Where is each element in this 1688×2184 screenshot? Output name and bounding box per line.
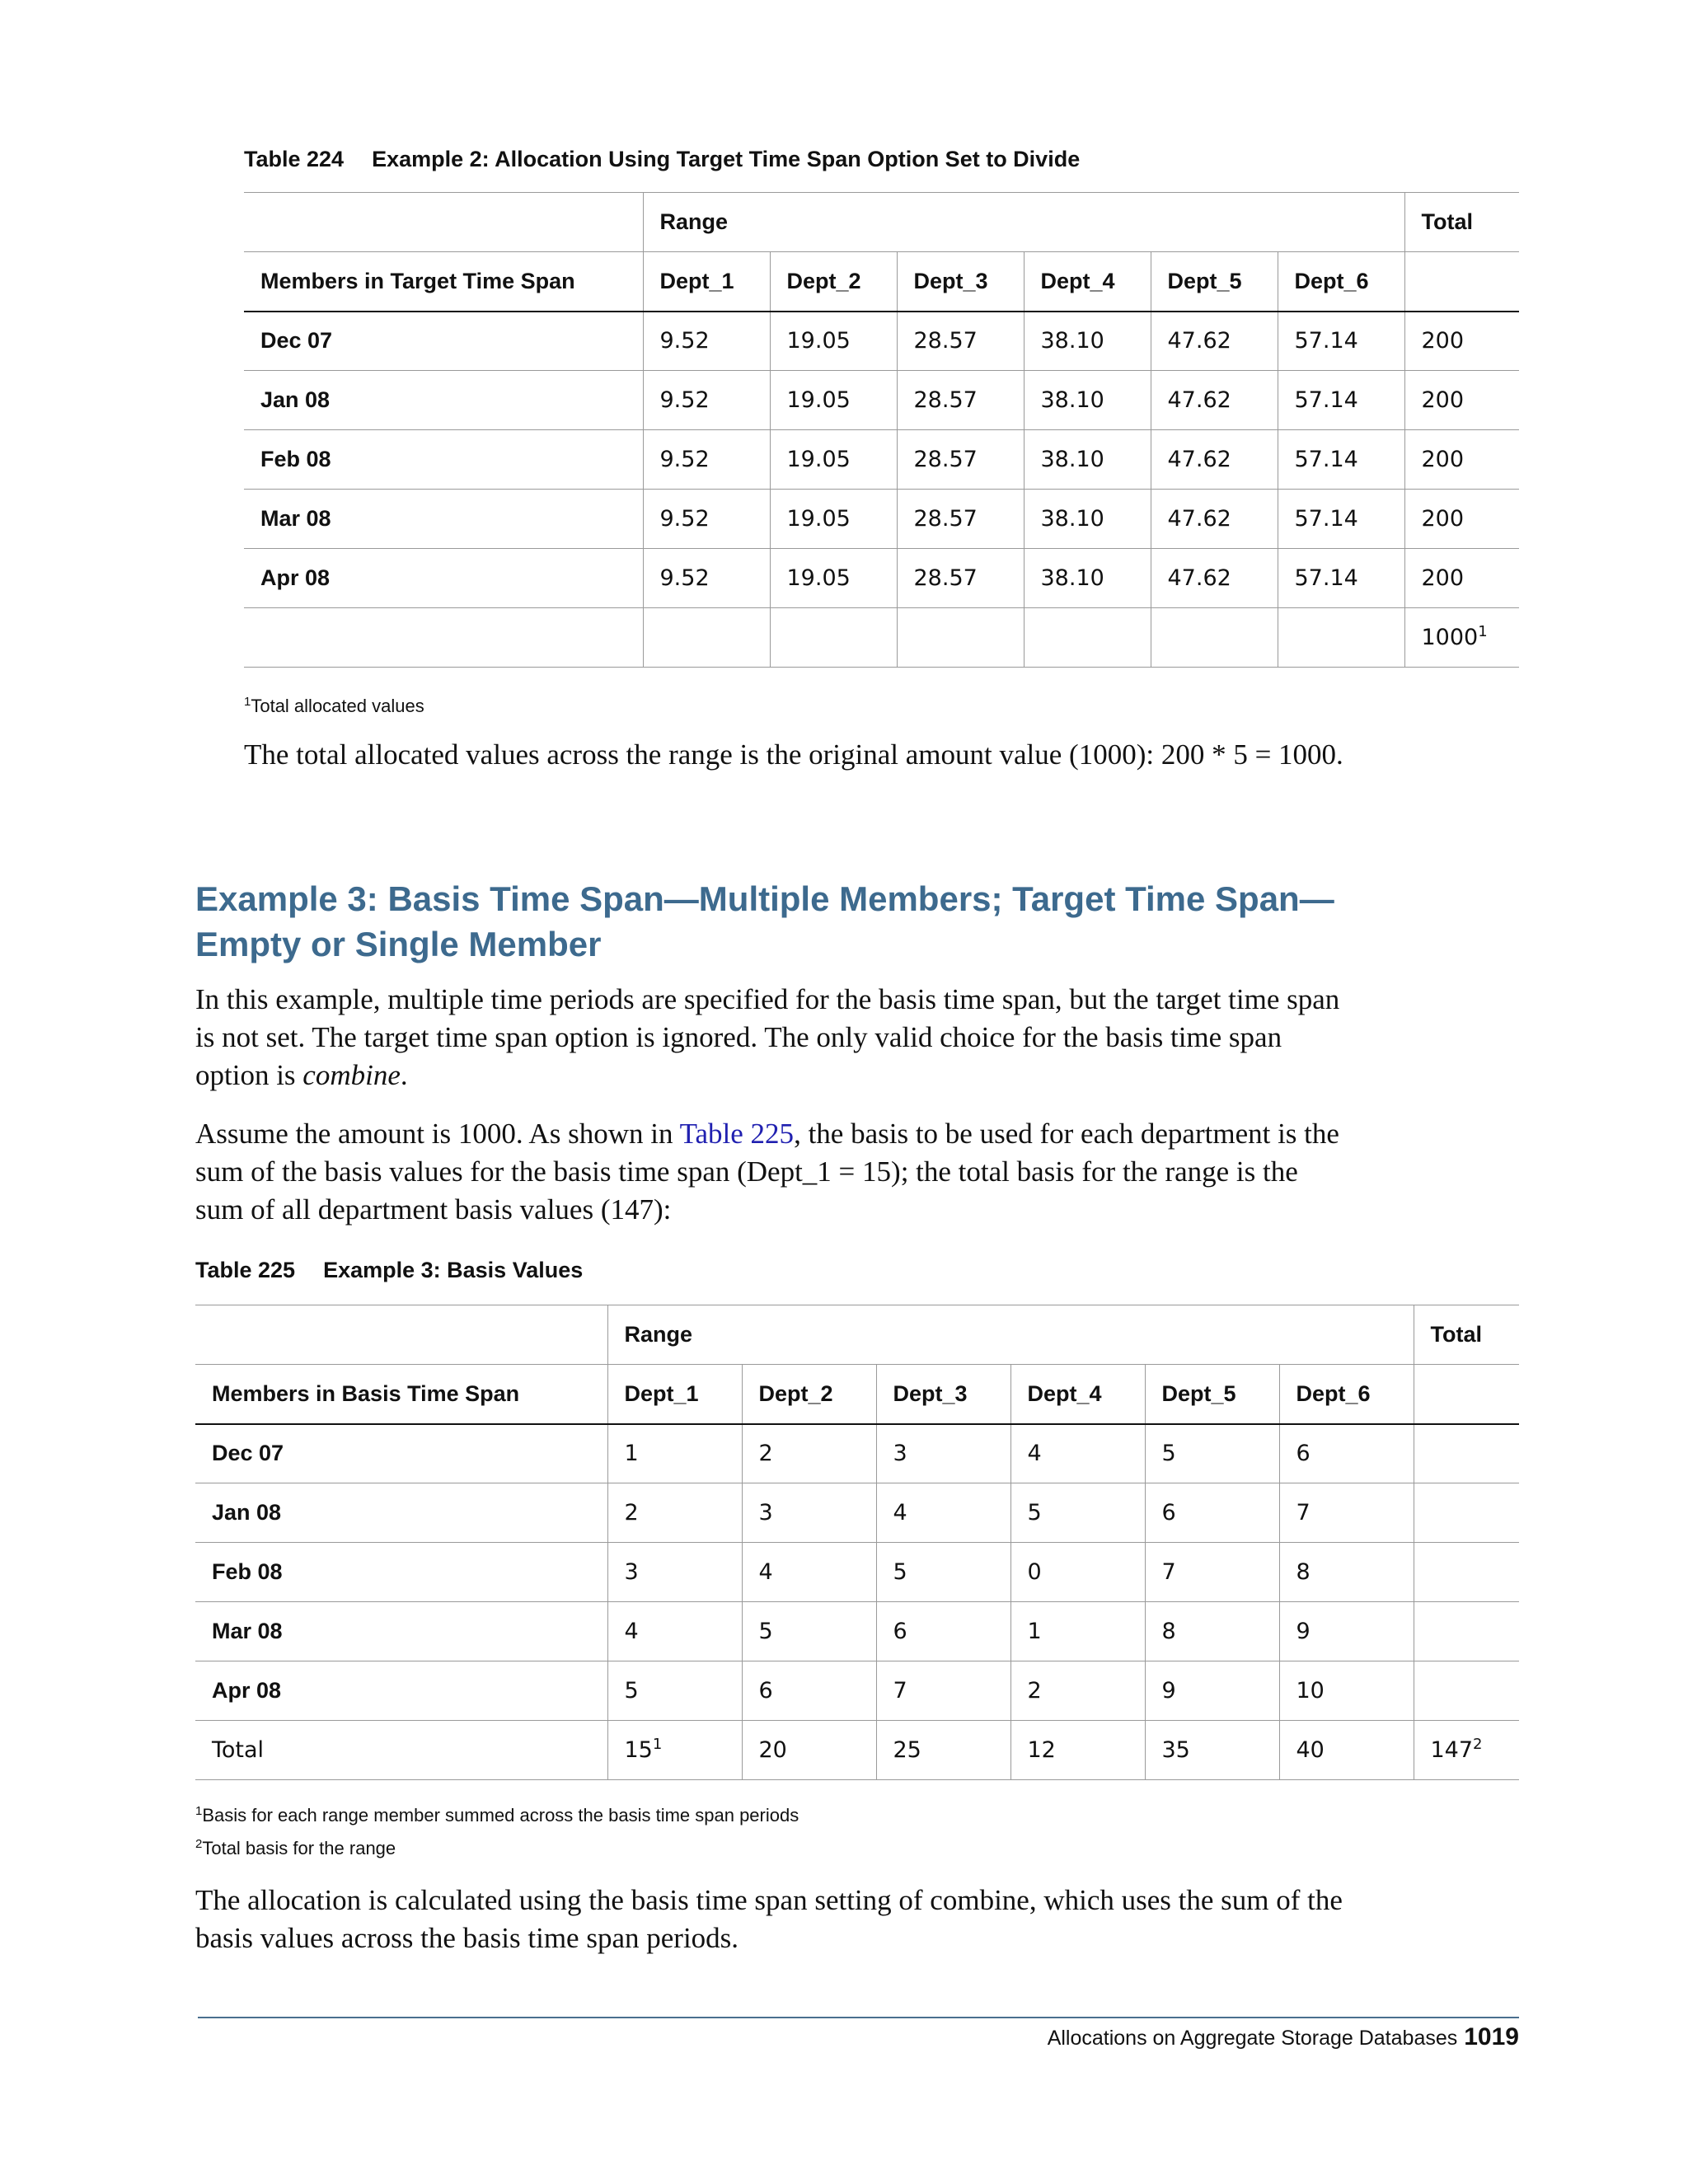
table-row [195,1424,1519,1483]
table-cell: 200 [1404,490,1519,549]
table-224-number: Table 224 [244,147,345,171]
table-cell: 38.10 [1024,312,1151,371]
table-cell: 2 [607,1483,742,1543]
table-225-title: Example 3: Basis Values [323,1258,584,1282]
table-cell [1414,1483,1519,1543]
column-header: Dept_1 [607,1365,742,1424]
row-label: Total [195,1721,607,1780]
table-cell: 3 [742,1483,876,1543]
table-cell: 4 [1010,1424,1145,1483]
table-cell: 57.14 [1278,430,1404,490]
table-row [195,1602,1519,1661]
table-225-group-header [195,1305,1519,1365]
row-label: Jan 08 [244,371,643,430]
table-224-footnote: $^1$Total allocated values [244,695,424,716]
table-cell: 8 [1279,1543,1414,1602]
table-cell: 4 [607,1602,742,1661]
column-header: Dept_6 [1278,252,1404,312]
table-cell: 38.10 [1024,430,1151,490]
table-cell: 12 [1010,1721,1145,1780]
table-225-caption [195,1258,583,1283]
section-heading: Example 3: Basis Time Span—Multiple Members; Target Time Span—Empty or Single Member [195,879,1334,963]
table-cell: 28.57 [897,312,1024,371]
footer-rule [198,2017,1519,2018]
table-cell: 1 [607,1424,742,1483]
row-header: Members in Basis Time Span [195,1365,607,1424]
table-cell: 6 [876,1602,1010,1661]
table-cell: 6 [1279,1424,1414,1483]
grand-total-cell: $147^2$ [1414,1721,1519,1780]
table-row [195,1661,1519,1721]
range-header: Range [607,1305,1414,1365]
table-cell: 5 [742,1602,876,1661]
table-cell: 40 [1279,1721,1414,1780]
table-cell: 4 [742,1543,876,1602]
table-cell: 28.57 [897,430,1024,490]
total-header: Total [1414,1305,1519,1365]
table-cell: 9.52 [643,312,770,371]
table-cell: 19.05 [770,430,897,490]
table-row [195,1543,1519,1602]
column-header: Dept_1 [643,252,770,312]
table-cell: 47.62 [1151,371,1278,430]
footnote-mark: 1 [652,1736,663,1753]
row-label: Dec 07 [195,1424,607,1483]
table-row [244,430,1519,490]
table-cell: 47.62 [1151,490,1278,549]
table-cell: 47.62 [1151,549,1278,608]
column-header: Dept_3 [897,252,1024,312]
column-header: Dept_4 [1024,252,1151,312]
table-cell: 200 [1404,430,1519,490]
table-cell: 57.14 [1278,312,1404,371]
column-header: Dept_5 [1151,252,1278,312]
total-header: Total [1404,193,1519,252]
table-row [244,549,1519,608]
emphasis-combine: combine [302,1059,401,1091]
paragraph-assume-amount: Assume the amount is 1000. As shown in Table 225, the basis to be used for each department is the sum of the basis values for the basis time span (Dept_1 = 15); the total basis for the range is the sum of all department basis values (147): [195,1118,1339,1226]
table-cell: 2 [1010,1661,1145,1721]
table-row [244,490,1519,549]
column-header: Dept_4 [1010,1365,1145,1424]
paragraph-allocation: The allocation is calculated using the basis time span setting of combine, which uses the sum of the basis values across the basis time span periods. [195,1884,1343,1954]
table-cell: 5 [1145,1424,1279,1483]
table-cell: 6 [742,1661,876,1721]
table-cell: 7 [876,1661,1010,1721]
table-cell: 3 [876,1424,1010,1483]
table-cell: 19.05 [770,490,897,549]
row-label: Feb 08 [195,1543,607,1602]
range-header: Range [643,193,1404,252]
row-label: Jan 08 [195,1483,607,1543]
column-header: Dept_3 [876,1365,1010,1424]
table-cell: 10 [1279,1661,1414,1721]
table-cell: 19.05 [770,371,897,430]
table-cell [1414,1661,1519,1721]
table-cell: 5 [1010,1483,1145,1543]
table-224-column-header [244,252,1519,312]
page-footer [1048,2023,1519,2051]
table-cell: 9.52 [643,549,770,608]
row-label: Apr 08 [195,1661,607,1721]
row-label: Dec 07 [244,312,643,371]
table-cell: 9 [1279,1602,1414,1661]
footnote-mark: 1 [195,1804,203,1818]
table-row [244,312,1519,371]
row-label: Mar 08 [195,1602,607,1661]
table-cell: 38.10 [1024,371,1151,430]
table-cell: 9.52 [643,490,770,549]
table-224 [244,192,1519,668]
page-number: 1019 [1464,2023,1519,2050]
column-header: Dept_5 [1145,1365,1279,1424]
row-label: Mar 08 [244,490,643,549]
table-224-caption [244,147,1080,172]
table-cell: 19.05 [770,312,897,371]
table-cell: 3 [607,1543,742,1602]
table-225-link[interactable]: Table 225 [679,1118,795,1150]
table-cell: 28.57 [897,490,1024,549]
table-cell: 5 [876,1543,1010,1602]
paragraph-total-allocated: The total allocated values across the range is the original amount value (1000): 200 * 5 = 1000. [244,738,1343,771]
table-cell: 9 [1145,1661,1279,1721]
table-cell: 6 [1145,1483,1279,1543]
column-header: Dept_2 [742,1365,876,1424]
table-225-footnote-1: $^1$Basis for each range member summed across the basis time span periods [195,1804,799,1825]
table-cell: 19.05 [770,549,897,608]
footnote-mark: 2 [1473,1736,1483,1753]
table-cell: 35 [1145,1721,1279,1780]
table-cell: 0 [1010,1543,1145,1602]
row-label: Apr 08 [244,549,643,608]
table-225 [195,1305,1519,1780]
table-cell: 38.10 [1024,490,1151,549]
table-224-title: Example 2: Allocation Using Target Time Span Option Set to Divide [372,147,1081,171]
table-225-number: Table 225 [195,1258,296,1282]
row-header: Members in Target Time Span [244,252,643,312]
table-cell: 200 [1404,312,1519,371]
paragraph-example-intro: In this example, multiple time periods are specified for the basis time span, but the target time span is not set. The target time span option is ignored. The only valid choice for the basis time span option is combine. [195,983,1340,1091]
table-cell: 1 [1010,1602,1145,1661]
column-header: Dept_6 [1279,1365,1414,1424]
table-cell: 7 [1279,1483,1414,1543]
table-cell: 57.14 [1278,490,1404,549]
table-cell: 28.57 [897,371,1024,430]
table-cell: 57.14 [1278,371,1404,430]
table-cell: 47.62 [1151,312,1278,371]
table-cell: 25 [876,1721,1010,1780]
table-cell: 5 [607,1661,742,1721]
table-row [195,1483,1519,1543]
table-cell: 2 [742,1424,876,1483]
table-cell [1414,1543,1519,1602]
table-cell: 9.52 [643,371,770,430]
table-225-column-header [195,1365,1519,1424]
table-cell [1414,1602,1519,1661]
table-225-footnote-2: $^2$Total basis for the range [195,1837,396,1858]
footnote-mark: 2 [195,1837,203,1851]
table-cell: 7 [1145,1543,1279,1602]
table-cell: 8 [1145,1602,1279,1661]
table-cell: 38.10 [1024,549,1151,608]
footer-section-title: Allocations on Aggregate Storage Databases [1047,2027,1458,2050]
table-cell: 20 [742,1721,876,1780]
table-cell: 47.62 [1151,430,1278,490]
table-cell: 28.57 [897,549,1024,608]
table-row [244,371,1519,430]
table-cell: 200 [1404,371,1519,430]
row-label: Feb 08 [244,430,643,490]
table-cell: 4 [876,1483,1010,1543]
table-cell [1414,1424,1519,1483]
table-cell: $15^1$ [607,1721,742,1780]
table-224-group-header [244,193,1519,252]
column-header: Dept_2 [770,252,897,312]
grand-total-cell: 1000$^1$ [1404,608,1519,668]
footnote-mark: 1 [1478,623,1488,640]
table-total-row [195,1721,1519,1780]
table-total-row [244,608,1519,668]
footnote-mark: 1 [244,695,251,709]
table-cell: 57.14 [1278,549,1404,608]
table-cell: 200 [1404,549,1519,608]
table-cell: 9.52 [643,430,770,490]
